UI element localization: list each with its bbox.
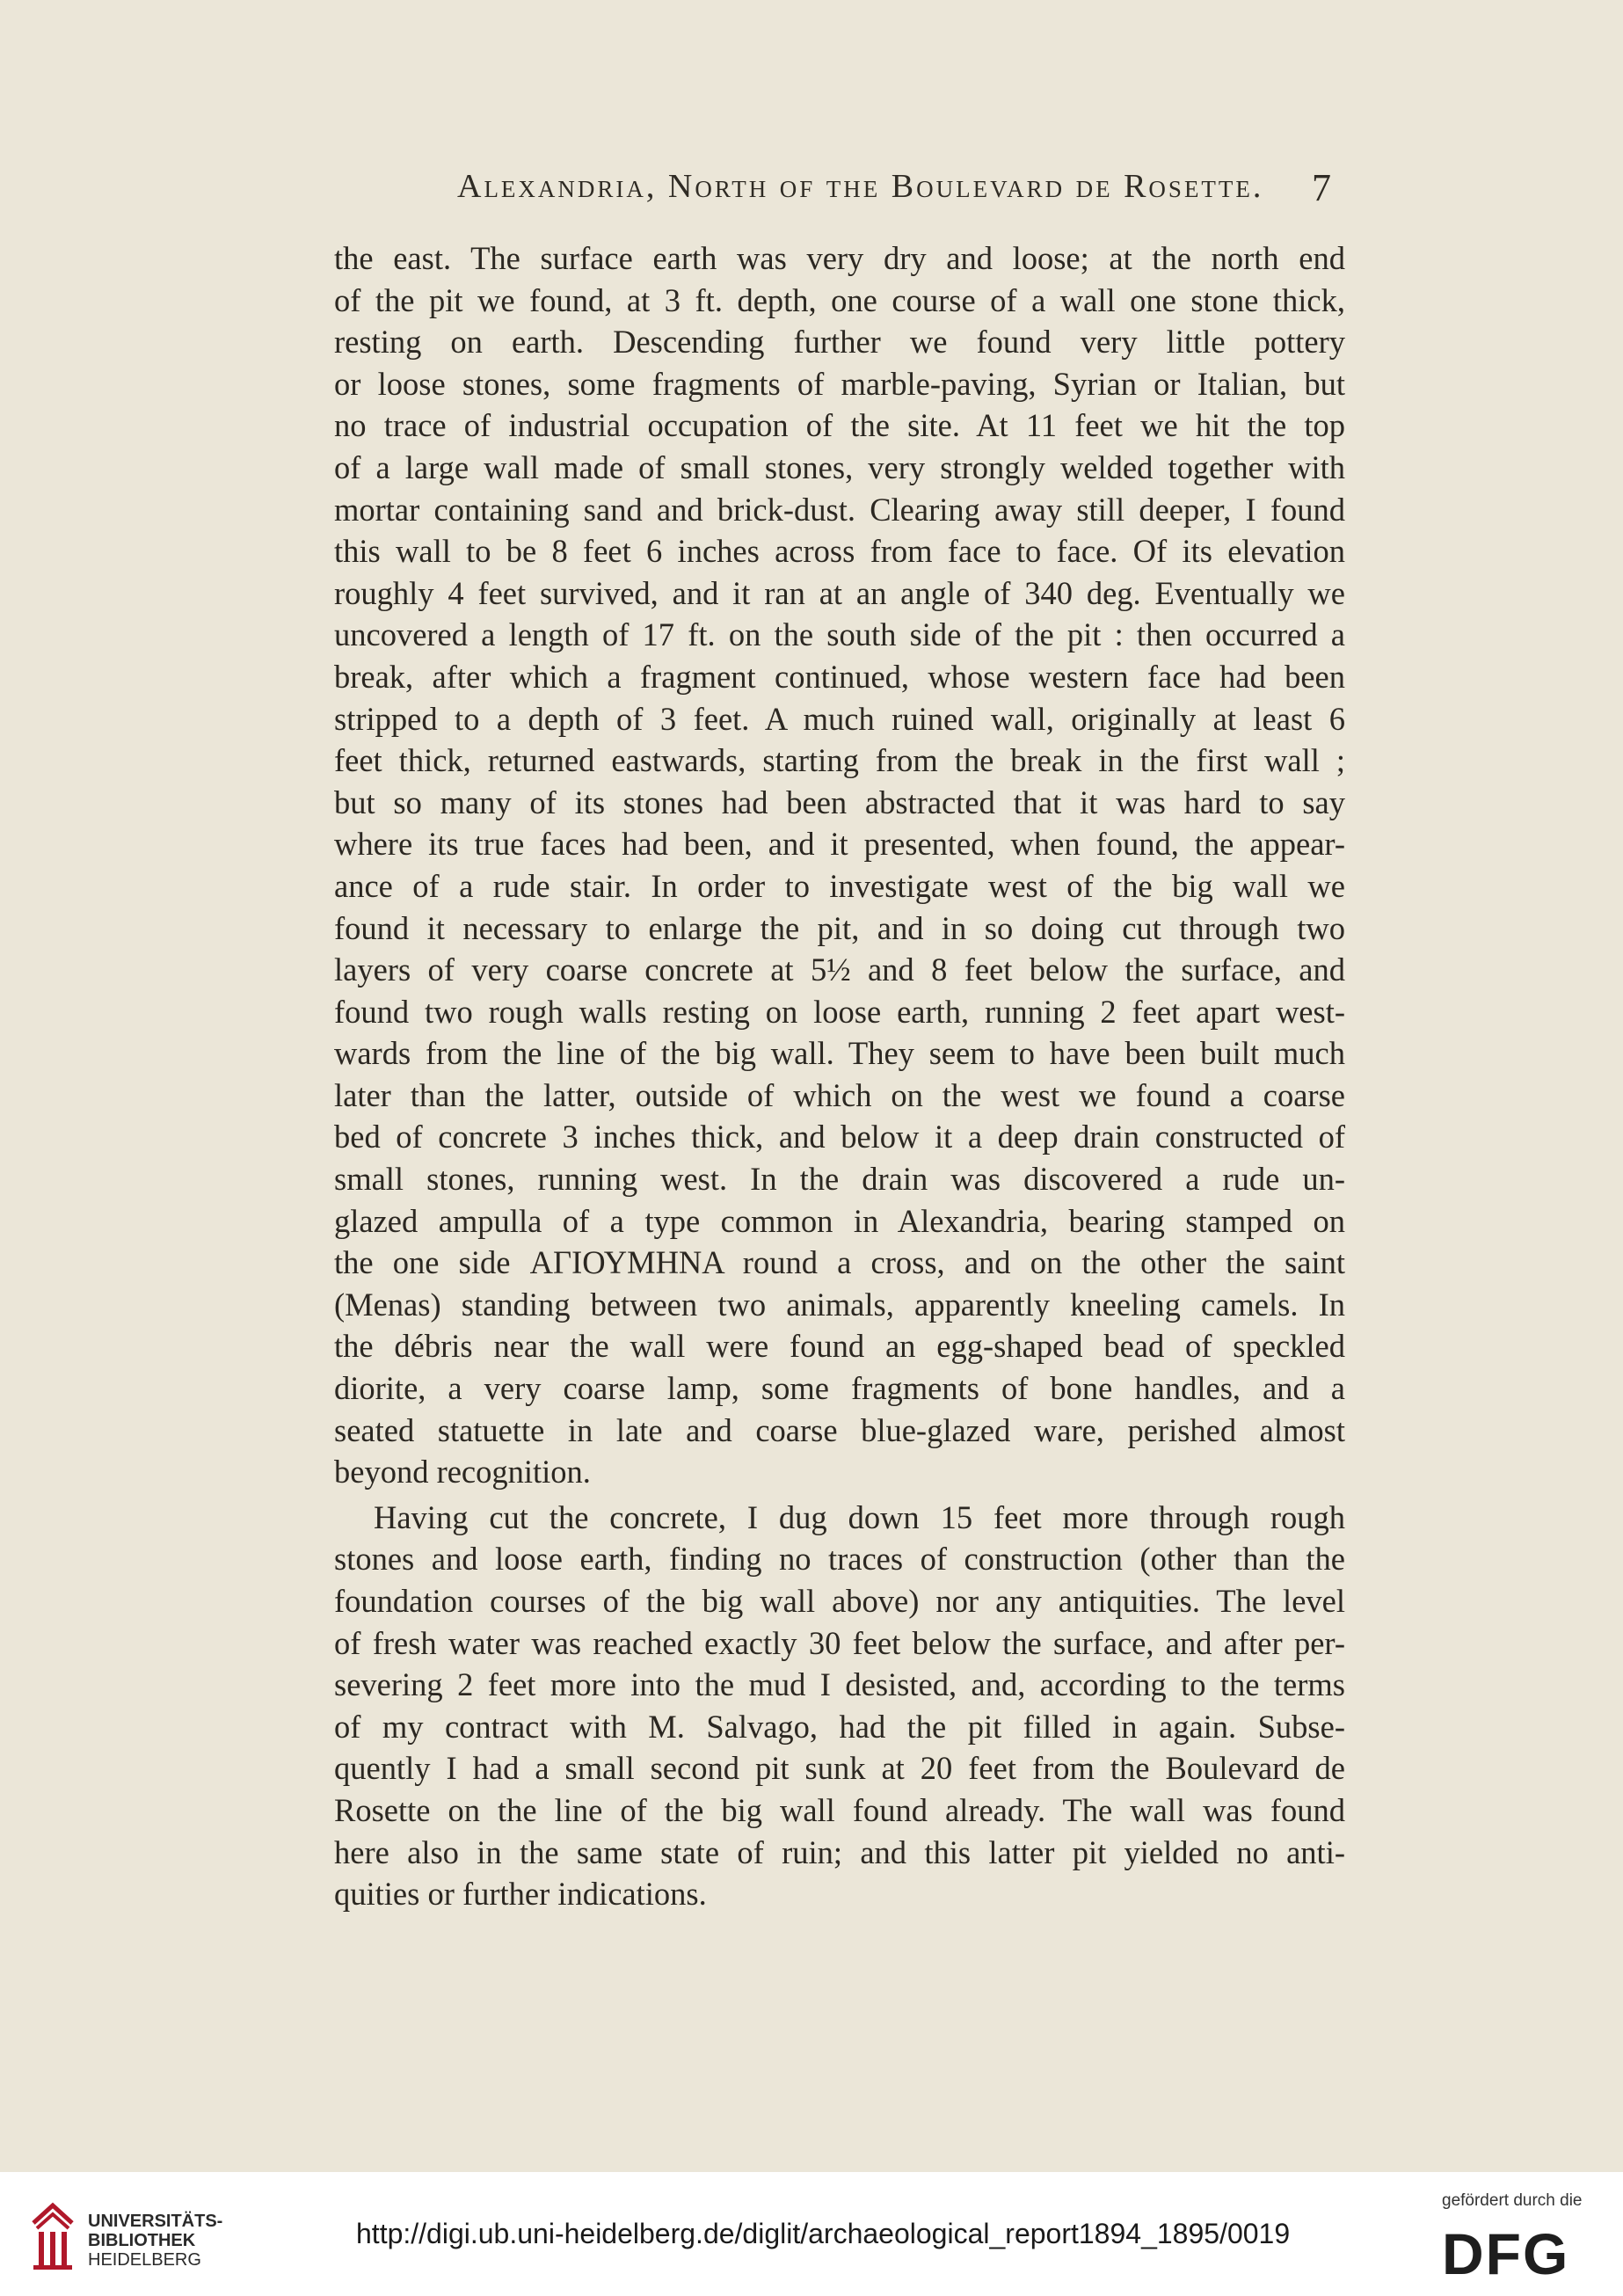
paragraph-1 bbox=[334, 237, 1345, 1493]
library-name-line: UNIVERSITÄTS- bbox=[88, 2212, 223, 2231]
library-name-line: BIBLIOTHEK bbox=[88, 2231, 196, 2250]
text-line: the débris near the wall were found an egg-shaped bead of speckled bbox=[334, 1328, 1345, 1365]
text-line: of a large wall made of small stones, very strongly welded together with bbox=[334, 448, 1345, 485]
text-line: of the pit we found, at 3 ft. depth, one course of a wall one stone thick, bbox=[334, 281, 1345, 318]
text-line: mortar containing sand and brick-dust. Clearing away still deeper, I found bbox=[334, 491, 1345, 528]
body-text bbox=[334, 237, 1345, 1915]
text-line: no trace of industrial occupation of the site. At 11 feet we hit the top bbox=[334, 407, 1345, 444]
library-name-line: HEIDELBERG bbox=[88, 2250, 201, 2270]
text-line: ance of a rude stair. In order to investigate west of the big wall we bbox=[334, 867, 1345, 904]
text-line: or loose stones, some fragments of marble-paving, Syrian or Italian, but bbox=[334, 365, 1345, 402]
text-line: foundation courses of the big wall above) nor any antiquities. The level bbox=[334, 1583, 1345, 1619]
text-line: the one side ΑΓΙΟΥΜΗΝΑ round a cross, and on the other the saint bbox=[334, 1244, 1345, 1281]
text-line: quities or further indications. bbox=[334, 1876, 707, 1913]
text-line: found it necessary to enlarge the pit, and in so doing cut through two bbox=[334, 909, 1345, 946]
text-line: later than the latter, outside of which on the west we found a coarse bbox=[334, 1076, 1345, 1113]
text-line: seated statuette in late and coarse blue-glazed ware, perished almost bbox=[334, 1411, 1345, 1448]
text-line: severing 2 feet more into the mud I desisted, and, according to the terms bbox=[334, 1666, 1345, 1703]
page-number: 7 bbox=[1312, 166, 1331, 209]
text-line: feet thick, returned eastwards, starting from the break in the first wall ; bbox=[334, 742, 1345, 779]
text-line: Rosette on the line of the big wall found already. The wall was found bbox=[334, 1791, 1345, 1828]
text-line: quently I had a small second pit sunk at 20 feet from the Boulevard de bbox=[334, 1750, 1345, 1787]
text-line: stones and loose earth, finding no traces of construction (other than the bbox=[334, 1541, 1345, 1578]
text-line: found two rough walls resting on loose earth, running 2 feet apart west- bbox=[334, 993, 1345, 1030]
text-line: where its true faces had been, and it presented, when found, the appear- bbox=[334, 826, 1345, 863]
text-line: here also in the same state of ruin; and this latter pit yielded no anti- bbox=[334, 1833, 1345, 1870]
text-line: layers of very coarse concrete at 5½ and 8 feet below the surface, and bbox=[334, 951, 1345, 988]
text-line: diorite, a very coarse lamp, some fragments of bone handles, and a bbox=[334, 1370, 1345, 1407]
running-head: Alexandria, North of the Boulevard de Rosette. bbox=[457, 168, 1264, 205]
paragraph-2 bbox=[334, 1497, 1345, 1915]
text-line: (Menas) standing between two animals, apparently kneeling camels. In bbox=[334, 1286, 1345, 1323]
text-line: resting on earth. Descending further we found very little pottery bbox=[334, 324, 1345, 361]
text-line: wards from the line of the big wall. They seem to have been built much bbox=[334, 1035, 1345, 1072]
text-line: break, after which a fragment continued, whose western face had been bbox=[334, 658, 1345, 695]
text-line: roughly 4 feet survived, and it ran at an angle of 340 deg. Eventually we bbox=[334, 574, 1345, 611]
text-line: but so many of its stones had been abstracted that it was hard to say bbox=[334, 784, 1345, 820]
library-logo-icon bbox=[26, 2198, 79, 2272]
text-line: beyond recognition. bbox=[334, 1454, 591, 1491]
text-line: small stones, running west. In the drain was discovered a rude un- bbox=[334, 1161, 1345, 1198]
text-line: of fresh water was reached exactly 30 feet below the surface, and after per- bbox=[334, 1624, 1345, 1661]
dfg-logo: DFG bbox=[1442, 2221, 1570, 2286]
text-line: stripped to a depth of 3 feet. A much ruined wall, originally at least 6 bbox=[334, 700, 1345, 737]
text-line: of my contract with M. Salvago, had the pit filled in again. Subse- bbox=[334, 1708, 1345, 1745]
text-line: uncovered a length of 17 ft. on the south side of the pit : then occurred a bbox=[334, 616, 1345, 653]
permalink-url[interactable]: http://digi.ub.uni-heidelberg.de/diglit/archaeological_report1894_1895/0019 bbox=[356, 2218, 1291, 2249]
library-name bbox=[88, 2212, 222, 2270]
text-line: Having cut the concrete, I dug down 15 feet more through rough bbox=[374, 1498, 1345, 1535]
text-line: this wall to be 8 feet 6 inches across from face to face. Of its elevation bbox=[334, 533, 1345, 570]
viewer-footer bbox=[0, 2172, 1623, 2296]
text-line: bed of concrete 3 inches thick, and below it a deep drain constructed of bbox=[334, 1119, 1345, 1155]
text-line: glazed ampulla of a type common in Alexandria, bearing stamped on bbox=[334, 1202, 1345, 1239]
text-line: the east. The surface earth was very dry and loose; at the north end bbox=[334, 240, 1345, 276]
funded-by-label: gefördert durch die bbox=[1442, 2191, 1583, 2210]
